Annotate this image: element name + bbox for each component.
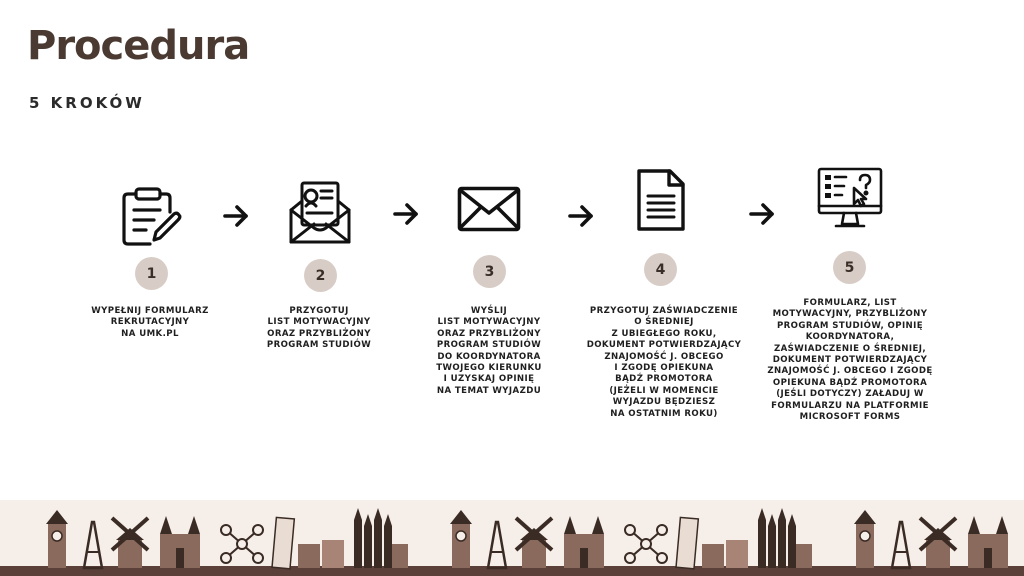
step-description: WYPEŁNIJ FORMULARZ REKRUTACYJNY NA UMK.PL [91, 306, 209, 339]
arrow-right-icon [567, 204, 595, 228]
step-number-badge: 4 [644, 253, 677, 286]
envelope-icon [457, 186, 521, 232]
clipboard-pencil-icon [120, 186, 182, 248]
envelope-letter-icon [288, 180, 352, 246]
step-number-badge: 2 [304, 259, 337, 292]
step-description: WYŚLIJ LIST MOTYWACYJNY ORAZ PRZYBLIŻONY PROGRAM STUDIÓW DO KOORDYNATORA TWOJEGO KIERUNKU I UZYSKAJ OPINIĘ NA TEMAT WYJAZDU [436, 306, 542, 396]
arrow-right-icon [222, 204, 250, 228]
step-number-badge: 5 [833, 251, 866, 284]
page-title: Procedura [27, 23, 250, 69]
document-icon [636, 168, 686, 232]
step-description: PRZYGOTUJ LIST MOTYWACYJNY ORAZ PRZYBLIŻONY PROGRAM STUDIÓW [266, 306, 372, 351]
page-subtitle: 5 KROKÓW [29, 94, 145, 112]
european-city-skyline-illustration [0, 500, 1024, 576]
step-description: PRZYGOTUJ ZAŚWIADCZENIE O ŚREDNIEJ Z UBIEGŁEGO ROKU, DOKUMENT POTWIERDZAJĄCY ZNAJOMOŚĆ J. OBCEGO I ZGODĘ OPIEKUNA BĄDŹ PROMOTORA (JEŻELI W MOMENCIE WYJAZDU BĘDZIESZ NA OSTATNIM ROKU) [586, 306, 742, 419]
online-form-monitor-icon [816, 166, 884, 230]
arrow-right-icon [392, 202, 420, 226]
arrow-right-icon [748, 202, 776, 226]
step-number-badge: 1 [135, 257, 168, 290]
step-description: FORMULARZ, LIST MOTYWACYJNY, PRZYBLIŻONY PROGRAM STUDIÓW, OPINIĘ KOORDYNATORA, ZAŚWIADCZENIE O ŚREDNIEJ, DOKUMENT POTWIERDZAJĄCY ZNAJOMOŚĆ J. OBCEGO I ZGODĘ OPIEKUNA BĄDŹ PROMOTORA (JEŚLI DOTYCZY) ZAŁADUJ W FORMULARZU NA PLATFORMIE MICROSOFT FORMS [767, 298, 933, 423]
step-number-badge: 3 [473, 255, 506, 288]
